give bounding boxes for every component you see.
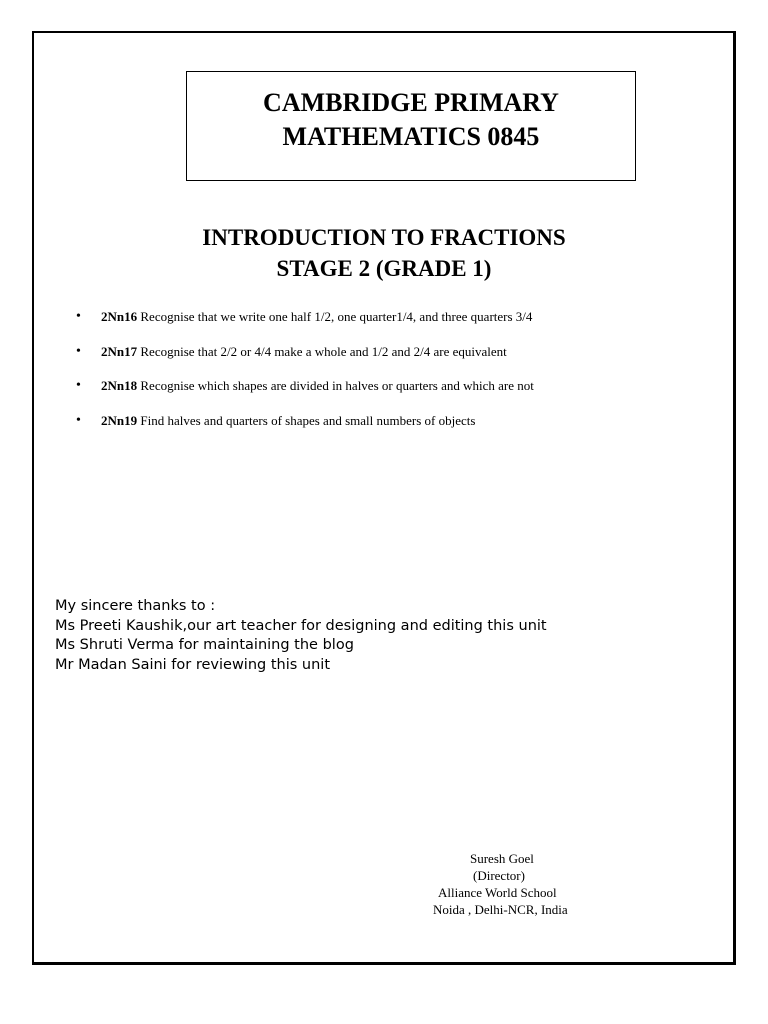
bullet-icon: • — [76, 378, 81, 393]
outcome-text: Recognise that we write one half 1/2, one quarter1/4, and three quarters 3/4 — [137, 309, 533, 324]
bullet-icon: • — [76, 309, 81, 324]
signature-school: Alliance World School — [438, 885, 557, 900]
outcome-item — [76, 342, 534, 362]
outcome-item — [76, 411, 534, 431]
outcome-code: 2Nn19 — [101, 412, 138, 428]
signature-block — [420, 850, 610, 918]
signature-role: (Director) — [473, 868, 525, 883]
thanks-heading: My sincere thanks to : — [55, 598, 216, 614]
bullet-icon: • — [76, 343, 81, 359]
outcome-code: 2Nn18 — [101, 378, 138, 393]
title-line-1: CAMBRIDGE PRIMARY — [263, 88, 559, 117]
thanks-line: Mr Madan Saini for reviewing this unit — [55, 656, 331, 673]
thanks-line: Ms Shruti Verma for maintaining the blog — [55, 637, 354, 653]
learning-outcomes-list — [76, 307, 534, 445]
outcome-text: Recognise that 2/2 or 4/4 make a whole and 1/2 and 2/4 are equivalent — [137, 343, 507, 359]
signature-name: Suresh Goel — [470, 851, 534, 866]
outcome-text: Find halves and quarters of shapes and small numbers of objects — [137, 412, 476, 428]
title-line-2: MATHEMATICS 0845 — [282, 122, 540, 151]
outcome-code: 2Nn17 — [101, 343, 138, 359]
subtitle-line-1: INTRODUCTION TO FRACTIONS — [202, 225, 566, 250]
outcome-item — [76, 307, 534, 327]
bullet-icon: • — [76, 412, 81, 428]
outcome-text: Recognise which shapes are divided in halves or quarters and which are not — [137, 378, 534, 393]
signature-location: Noida , Delhi-NCR, India — [433, 902, 568, 917]
thanks-line: Ms Preeti Kaushik,our art teacher for designing and editing this unit — [55, 617, 547, 634]
outcome-code: 2Nn16 — [101, 309, 138, 324]
subtitle-line-2: STAGE 2 (GRADE 1) — [276, 256, 492, 281]
acknowledgements — [55, 597, 547, 675]
title-box — [186, 71, 636, 181]
outcome-item — [76, 376, 534, 396]
